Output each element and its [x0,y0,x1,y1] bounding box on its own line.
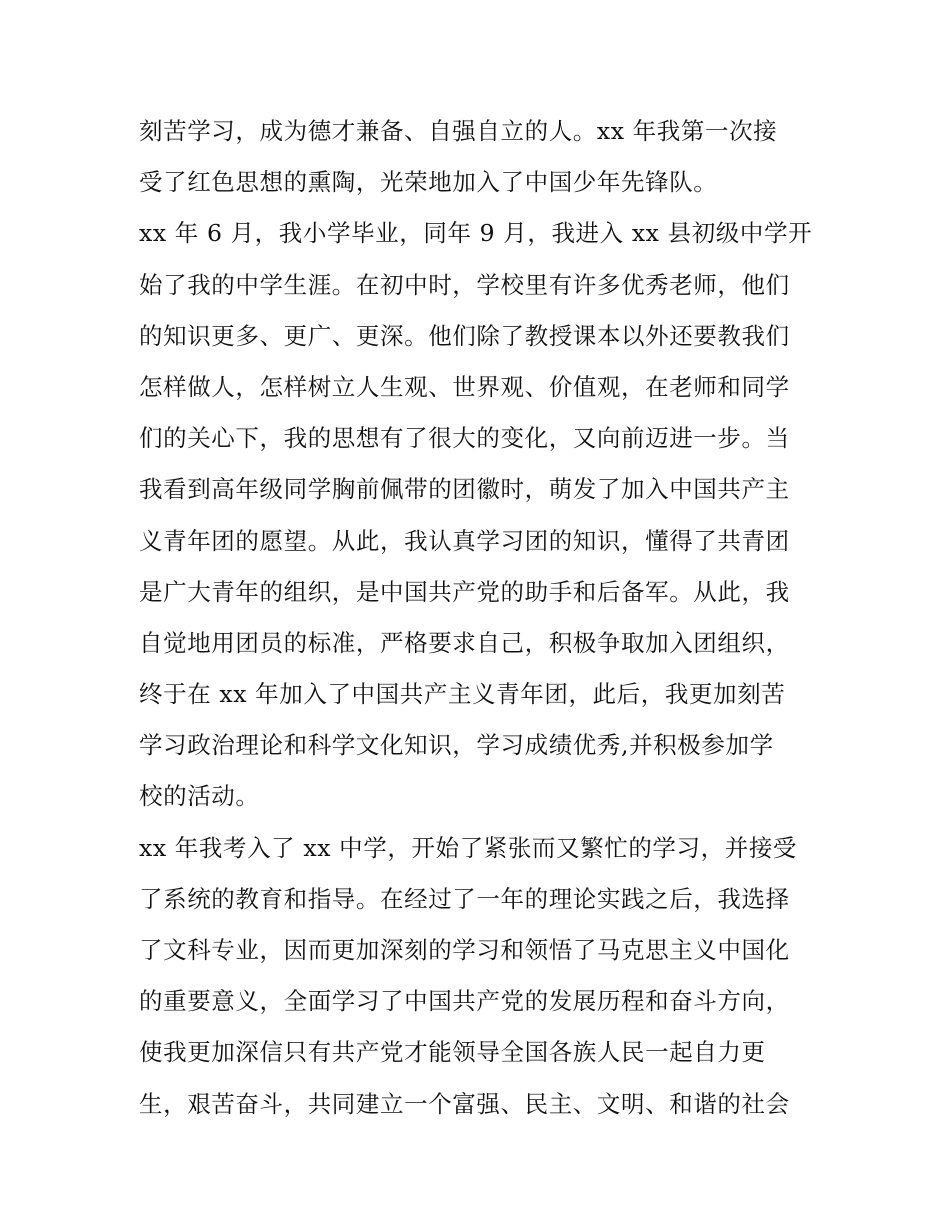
text-line: xx 年 6 月，我小学毕业，同年 9 月，我进入 xx 县初级中学开 [139,219,813,248]
text-line: 的重要意义，全面学习了中国共产党的发展历程和奋斗方向， [139,987,790,1016]
text-line: 了文科专业，因而更加深刻的学习和领悟了马克思主义中国化 [139,936,790,964]
text-line: 学习政治理论和科学文化知识，学习成绩优秀,并积极参加学 [139,731,774,760]
text-line: 刻苦学习，成为德才兼备、自强自立的人。xx 年我第一次接 [139,117,778,145]
text-line: 我看到高年级同学胸前佩带的团徽时，萌发了加入中国共产主 [139,475,790,504]
text-line: 使我更加深信只有共产党才能领导全国各族人民一起自力更 [139,1038,766,1067]
text-line: 义青年团的愿望。从此，我认真学习团的知识，懂得了共青团 [139,526,790,555]
text-line: 了系统的教育和指导。在经过了一年的理论实践之后，我选择 [139,884,790,913]
text-line: 的知识更多、更广、更深。他们除了教授课本以外还要教我们 [139,321,790,350]
text-line: 是广大青年的组织，是中国共产党的助手和后备军。从此，我 [139,577,790,606]
text-line: xx 年我考入了 xx 中学，开始了紧张而又繁忙的学习，并接受 [139,833,798,862]
text-line: 们的关心下，我的思想有了很大的变化，又向前迈进一步。当 [139,424,790,453]
text-line: 始了我的中学生涯。在初中时，学校里有许多优秀老师，他们 [139,270,790,299]
text-line: 自觉地用团员的标准，严格要求自己，积极争取加入团组织， [139,628,790,657]
text-line: 终于在 xx 年加入了中国共产主义青年团，此后，我更加刻苦 [139,680,786,709]
text-line: 校的活动。 [139,782,260,811]
text-line: 怎样做人，怎样树立人生观、世界观、价值观，在老师和同学 [139,372,790,401]
document-body-text [139,106,819,1130]
text-line: 受了红色思想的熏陶，光荣地加入了中国少年先锋队。 [139,168,718,197]
text-line: 生，艰苦奋斗，共同建立一个富强、民主、文明、和谐的社会 [139,1089,790,1118]
